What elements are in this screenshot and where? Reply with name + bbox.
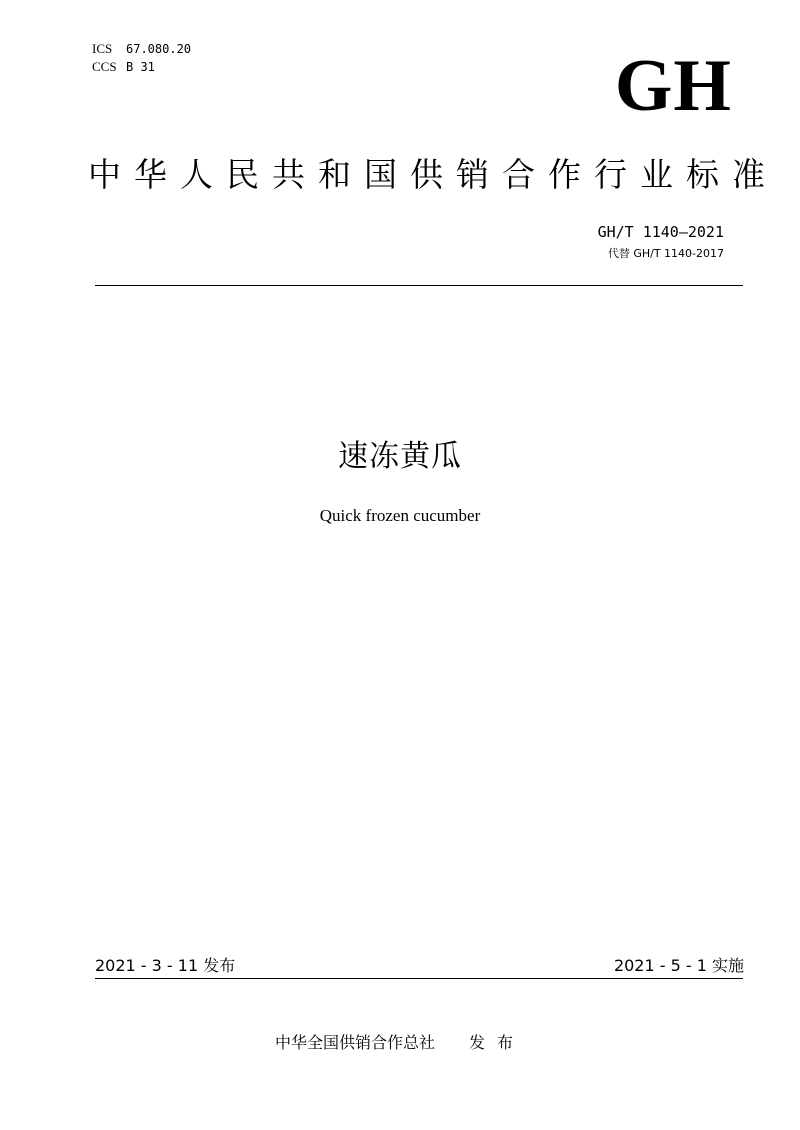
standard-number: GH/T 1140—2021 xyxy=(597,223,724,241)
ics-value: 67.080.20 xyxy=(126,42,192,56)
footer-divider xyxy=(95,978,743,979)
publish-action: 发布 xyxy=(469,1033,526,1052)
ccs-code xyxy=(92,58,191,76)
ccs-label: CCS xyxy=(92,59,117,74)
organization-title: 中华人民共和国供销合作行业标准 xyxy=(88,155,778,194)
ics-code xyxy=(92,40,191,58)
classification-codes xyxy=(92,40,191,76)
ics-label: ICS xyxy=(92,41,113,56)
publisher-name: 中华全国供销合作总社 xyxy=(274,1033,435,1052)
replaces-standard: 代替 GH/T 1140-2017 xyxy=(607,247,724,260)
document-title-english: Quick frozen cucumber xyxy=(319,506,481,525)
document-title-chinese: 速冻黄瓜 xyxy=(338,439,462,474)
publisher-line xyxy=(0,1032,800,1054)
gh-logo: GH xyxy=(614,45,732,127)
issue-date: 2021 - 3 - 11 发布 xyxy=(95,956,236,975)
implementation-date: 2021 - 5 - 1 实施 xyxy=(613,956,744,975)
ccs-value: B 31 xyxy=(126,60,155,74)
header-divider xyxy=(95,285,743,286)
